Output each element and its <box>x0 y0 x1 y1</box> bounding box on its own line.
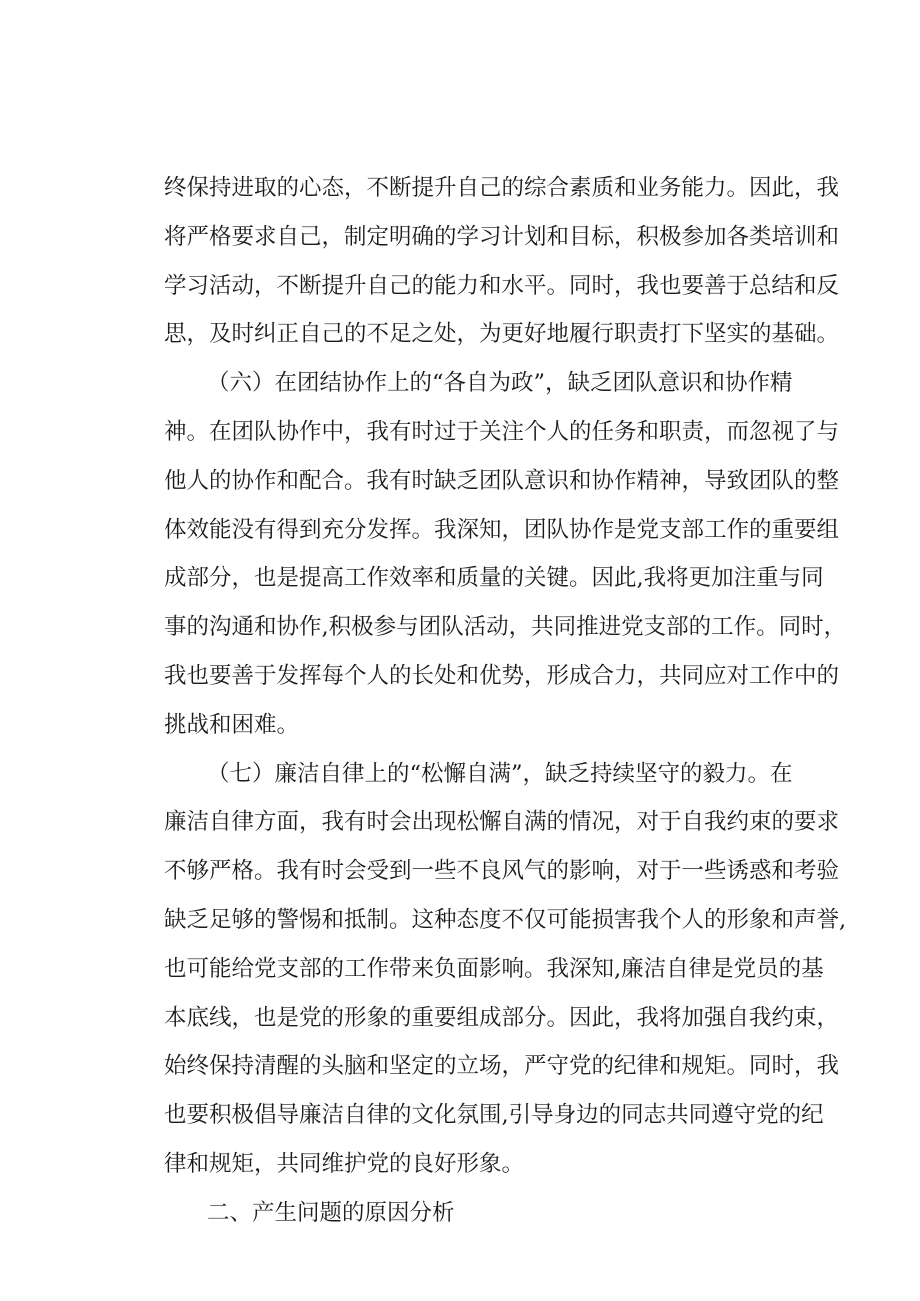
text-line: 也要积极倡导廉洁自律的文化氛围,引导身边的同志共同遵守党的纪 <box>164 1102 824 1129</box>
text-line: 廉洁自律方面，我有时会出现松懈自满的情况，对于自我约束的要求 <box>164 809 840 836</box>
text-line: 成部分，也是提高工作效率和质量的关键。因此,我将更加注重与同 <box>164 565 824 592</box>
text-line: 我也要善于发挥每个人的长处和优势，形成合力，共同应对工作中的 <box>164 662 840 689</box>
section-heading-two: 二、产生问题的原因分析 <box>207 1199 455 1226</box>
text-line: 律和规矩，共同维护党的良好形象。 <box>164 1150 525 1177</box>
text-line: 将严格要求自己，制定明确的学习计划和目标，积极参加各类培训和 <box>164 223 840 250</box>
text-line: 缺乏足够的警惕和抵制。这种态度不仅可能损害我个人的形象和声誉, <box>164 906 847 933</box>
text-line: 思，及时纠正自己的不足之处，为更好地履行职责打下坚实的基础。 <box>164 321 840 348</box>
text-line: 事的沟通和协作,积极参与团队活动，共同推进党支部的工作。同时， <box>164 614 847 641</box>
text-line: 神。在团队协作中，我有时过于关注个人的任务和职责，而忽视了与 <box>164 418 840 445</box>
section-heading-six: （六）在团结协作上的“各自为政”，缺乏团队意识和协作精 <box>207 370 793 397</box>
document-body <box>164 164 847 1238</box>
text-line: 他人的协作和配合。我有时缺乏团队意识和协作精神，导致团队的整 <box>164 467 840 494</box>
text-line: 挑战和困难。 <box>164 711 300 738</box>
text-line: 学习活动，不断提升自己的能力和水平。同时，我也要善于总结和反 <box>164 272 840 299</box>
text-line: 始终保持清醒的头脑和坚定的立场，严守党的纪律和规矩。同时，我 <box>164 1053 840 1080</box>
text-line: 终保持进取的心态，不断提升自己的综合素质和业务能力。因此，我 <box>164 175 840 201</box>
text-line: 体效能没有得到充分发挥。我深知，团队协作是党支部工作的重要组 <box>164 516 840 543</box>
text-line: 不够严格。我有时会受到一些不良风气的影响，对于一些诱惑和考验 <box>164 858 840 885</box>
section-heading-seven: （七）廉洁自律上的“松懈自满”，缺乏持续坚守的毅力。在 <box>207 760 793 787</box>
text-line: 也可能给党支部的工作带来负面影响。我深知,廉洁自律是党员的基 <box>164 955 824 982</box>
text-line: 本底线，也是党的形象的重要组成部分。因此，我将加强自我约束， <box>164 1004 840 1031</box>
